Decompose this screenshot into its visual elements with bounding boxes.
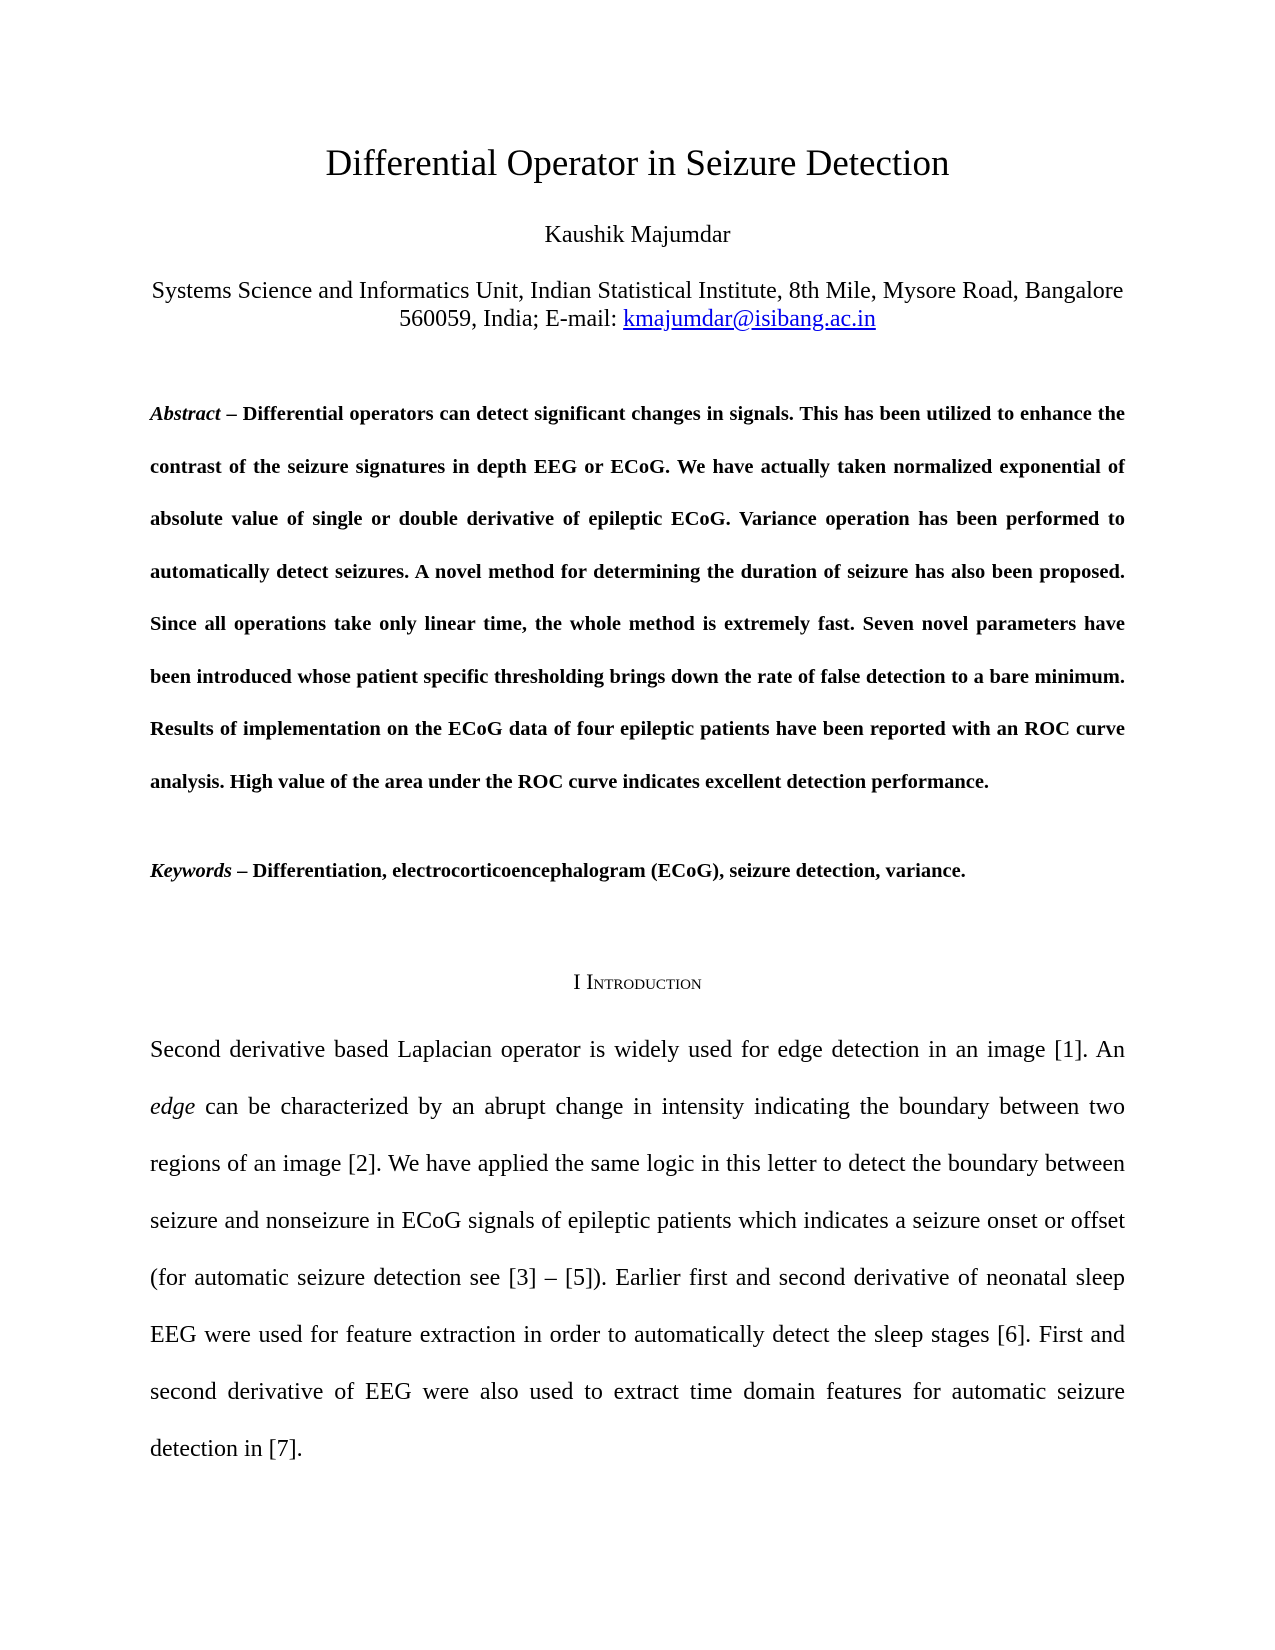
paper-title: Differential Operator in Seizure Detection [325, 143, 950, 184]
author-email-link[interactable]: kmajumdar@isibang.ac.in [623, 306, 876, 332]
keywords-label: Keywords [150, 860, 232, 882]
keywords-text: – Differentiation, electrocorticoencephalogram (ECoG), seizure detection, variance. [232, 860, 966, 882]
abstract [150, 388, 1125, 808]
intro-text-rest: can be characterized by an abrupt change in intensity indicating the boundary between two regions of an image [2]. We have applied the same logic in this letter to detect the boundary between seizure and nonseizure in ECoG signals of epileptic patients which indicates a seizure onset or offset (for automatic seizure detection see [3] – [5]). Earlier first and second derivative of neonatal sleep EEG were used for feature extraction in order to automatically detect the sleep stages [6]. First and second derivative of EEG were also used to extract time domain features for automatic seizure detection in [7]. [150, 1094, 1125, 1462]
keywords [150, 856, 1125, 886]
introduction-paragraph [150, 1022, 1125, 1478]
author-name: Kaushik Majumdar [544, 222, 731, 248]
abstract-label: Abstract [150, 403, 221, 425]
section-heading-introduction: I Introduction [573, 969, 702, 994]
intro-text-start: Second derivative based Laplacian operator is widely used for edge detection in an image [1]. An [150, 1037, 1125, 1063]
affiliation-text: Systems Science and Informatics Unit, Indian Statistical Institute, 8th Mile, Mysore Road, Bangalore 560059, India; E-mail: [151, 278, 1124, 332]
abstract-text: – Differential operators can detect significant changes in signals. This has been utilized to enhance the contrast of the seizure signatures in depth EEG or ECoG. We have actually taken normalized exponential of absolute value of single or double derivative of epileptic ECoG. Variance operation has been performed to automatically detect seizures. A novel method for determining the duration of seizure has also been proposed. Since all operations take only linear time, the whole method is extremely fast. Seven novel parameters have been introduced whose patient specific thresholding brings down the rate of false detection to a bare minimum. Results of implementation on the ECoG data of four epileptic patients have been reported with an ROC curve analysis. High value of the area under the ROC curve indicates excellent detection performance. [150, 403, 1125, 793]
intro-emphasis-edge: edge [150, 1094, 196, 1120]
author-affiliation [150, 277, 1125, 333]
